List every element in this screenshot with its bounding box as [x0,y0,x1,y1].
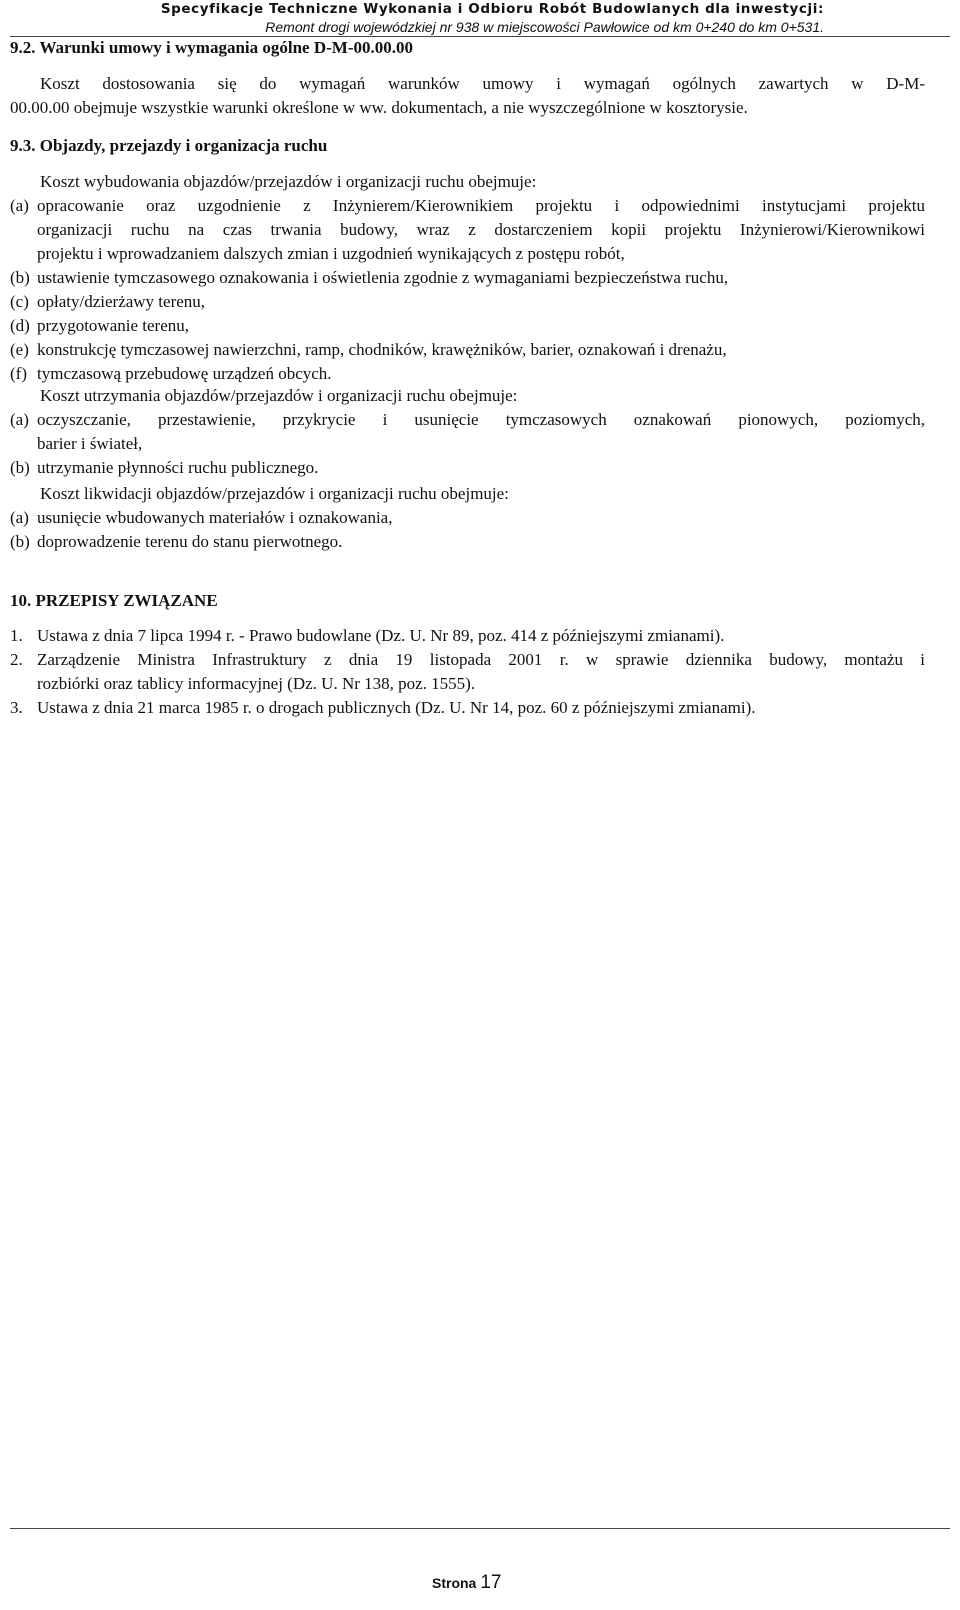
maintenance-cost-item-text: utrzymanie płynności ruchu publicznego. [37,458,319,477]
maintenance-cost-item-text: barier i świateł, [37,434,143,453]
section-9-3-heading: 9.3. Objazdy, przejazdy i organizacja ruchu [10,136,328,155]
page-footer [432,1572,501,1594]
construction-cost-item-text: przygotowanie terenu, [37,316,189,335]
construction-cost-item-text: organizacji ruchu na czas trwania budowy, wraz z dostarczeniem kopii projektu Inżynierowi/Kierownikowi [37,220,925,239]
regulation-item-label: 2. [10,650,23,669]
construction-cost-item-text: opłaty/dzierżawy terenu, [37,292,206,311]
section-9-2-line-2: 00.00.00 obejmuje wszystkie warunki określone w ww. dokumentach, a nie wyszczególnione w kosztorysie. [10,98,748,117]
maintenance-cost-item-label: (b) [10,458,30,477]
page-number: 17 [480,1572,502,1593]
construction-cost-item-label: (c) [10,292,29,311]
construction-cost-item-label: (d) [10,316,30,335]
removal-cost-item-text: doprowadzenie terenu do stanu pierwotnego. [37,532,343,551]
footer-divider [10,1528,950,1529]
page-header [161,0,824,36]
section-9-2-heading: 9.2. Warunki umowy i wymagania ogólne D-M-00.00.00 [10,38,413,57]
section-10-heading: 10. PRZEPISY ZWIĄZANE [10,591,218,610]
regulation-item-text: Ustawa z dnia 7 lipca 1994 r. - Prawo budowlane (Dz. U. Nr 89, poz. 414 z późniejszymi zmianami). [37,626,725,645]
construction-cost-item-label: (f) [10,364,27,383]
section-9-2-line-1: Koszt dostosowania się do wymagań warunków umowy i wymagań ogólnych zawartych w D-M- [40,74,925,93]
construction-cost-item-text: opracowanie oraz uzgodnienie z Inżynierem/Kierownikiem projektu i odpowiednimi instytucjami projektu [37,196,925,215]
regulation-item-label: 3. [10,698,23,717]
page-label: Strona [432,1575,477,1591]
construction-cost-item-text: konstrukcję tymczasowej nawierzchni, ramp, chodników, krawężników, barier, oznakowań i drenażu, [37,340,727,359]
regulation-item-text: Zarządzenie Ministra Infrastruktury z dnia 19 listopada 2001 r. w sprawie dziennika budowy, montażu i [37,650,925,669]
regulation-item-text: Ustawa z dnia 21 marca 1985 r. o drogach publicznych (Dz. U. Nr 14, poz. 60 z późniejszymi zmianami). [37,698,756,717]
section-9-3-intro-3: Koszt likwidacji objazdów/przejazdów i organizacji ruchu obejmuje: [40,484,509,503]
construction-cost-item-text: ustawienie tymczasowego oznakowania i oświetlenia zgodnie z wymaganiami bezpieczeństwa ruchu, [37,268,729,287]
removal-cost-item-text: usunięcie wbudowanych materiałów i oznakowania, [37,508,393,527]
removal-cost-item-label: (b) [10,532,30,551]
header-title: Specyfikacje Techniczne Wykonania i Odbioru Robót Budowlanych dla inwestycji: [160,1,824,17]
regulation-item-label: 1. [10,626,23,645]
regulation-item-text: rozbiórki oraz tablicy informacyjnej (Dz. U. Nr 138, poz. 1555). [37,674,476,693]
maintenance-cost-item-label: (a) [10,410,29,429]
construction-cost-item-label: (b) [10,268,30,287]
construction-cost-item-label: (e) [10,340,29,359]
section-9-3-intro-2: Koszt utrzymania objazdów/przejazdów i organizacji ruchu obejmuje: [40,386,518,405]
maintenance-cost-item-text: oczyszczanie, przestawienie, przykrycie i usunięcie tymczasowych oznakowań pionowych, poziomych, [37,410,925,429]
construction-cost-item-text: tymczasową przebudowę urządzeń obcych. [37,364,332,383]
removal-cost-item-label: (a) [10,508,29,527]
construction-cost-item-text: projektu i wprowadzaniem dalszych zmian i uzgodnień wynikających z postępu robót, [37,244,625,263]
header-subtitle: Remont drogi wojewódzkiej nr 938 w miejscowości Pawłowice od km 0+240 do km 0+531. [265,19,824,35]
construction-cost-item-label: (a) [10,196,29,215]
section-9-3-intro-1: Koszt wybudowania objazdów/przejazdów i organizacji ruchu obejmuje: [40,172,537,191]
